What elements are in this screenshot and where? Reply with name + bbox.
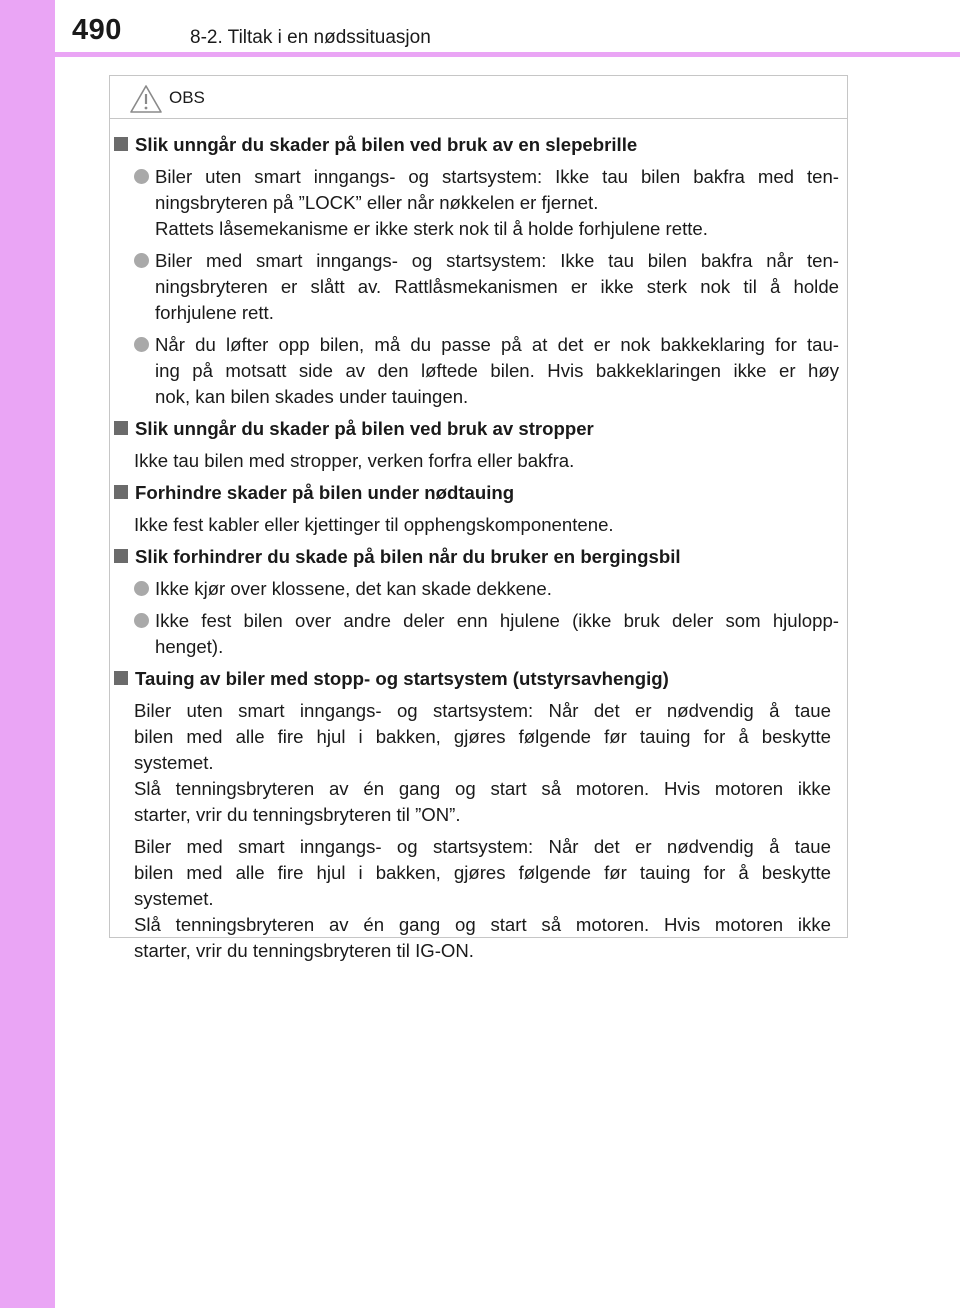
paragraph: Biler med smart inngangs- og startsystem: Når det er nødvendig å taue bilen med alle fire hjul i bakken, gjøres følgende før tauing for å beskytte systemet. Slå tenningsbryteren av én gang og start så motoren. Hvis motoren ikke starter, vrir du tenningsbryteren til IG-ON. <box>134 836 831 961</box>
section-heading: Slik unngår du skader på bilen ved bruk av stropper <box>114 416 835 442</box>
notice-content <box>110 126 847 964</box>
paragraph: Ikke fest kabler eller kjettinger til opphengskomponentene. <box>134 514 614 535</box>
heading-square-icon <box>114 549 128 563</box>
section-heading: Forhindre skader på bilen under nødtauing <box>114 480 835 506</box>
section-title: 8-2. Tiltak i en nødssituasjon <box>190 27 431 48</box>
notice-box <box>109 75 848 961</box>
section-heading: Slik unngår du skader på bilen ved bruk av en slepebrille <box>114 132 835 158</box>
list-item: Biler med smart inngangs- og startsystem: Ikke tau bilen bakfra når ten- ningsbryteren er slått av. Rattlåsmekanismen er ikke sterk nok til å holde forhjulene rett. <box>134 248 839 326</box>
heading-square-icon <box>114 137 128 151</box>
heading-square-icon <box>114 671 128 685</box>
bullet-dot-icon <box>134 581 149 596</box>
bullet-dot-icon <box>134 169 149 184</box>
chapter-tab <box>0 0 55 1308</box>
bullet-dot-icon <box>134 337 149 352</box>
heading-square-icon <box>114 485 128 499</box>
bullet-dot-icon <box>134 613 149 628</box>
warning-triangle-icon <box>129 84 163 114</box>
bullet-dot-icon <box>134 253 149 268</box>
list-item: Når du løfter opp bilen, må du passe på at det er nok bakkeklaring for tau- ing på motsatt side av den løftede bilen. Hvis bakkeklaringen ikke er høy nok, kan bilen skades under tauingen. <box>134 332 839 410</box>
paragraph: Ikke tau bilen med stropper, verken forfra eller bakfra. <box>134 450 575 471</box>
heading-square-icon <box>114 421 128 435</box>
notice-label: OBS <box>169 88 205 107</box>
list-item: Ikke kjør over klossene, det kan skade dekkene. <box>134 576 839 602</box>
page-number: 490 <box>72 14 122 46</box>
notice-header <box>110 76 847 119</box>
section-heading: Slik forhindrer du skade på bilen når du bruker en bergingsbil <box>114 544 835 570</box>
section-heading: Tauing av biler med stopp- og startsystem (utstyrsavhengig) <box>114 666 835 692</box>
list-item: Ikke fest bilen over andre deler enn hjulene (ikke bruk deler som hjulopp- henget). <box>134 608 839 660</box>
list-item: Biler uten smart inngangs- og startsystem: Ikke tau bilen bakfra med ten- ningsbryteren på ”LOCK” eller når nøkkelen er fjernet. Rattets låsemekanisme er ikke sterk nok til å holde forhjulene rette. <box>134 164 839 242</box>
paragraph: Biler uten smart inngangs- og startsystem: Når det er nødvendig å taue bilen med alle fire hjul i bakken, gjøres følgende før tauing for å beskytte systemet. Slå tenningsbryteren av én gang og start så motoren. Hvis motoren ikke starter, vrir du tenningsbryteren til ”ON”. <box>134 700 831 825</box>
